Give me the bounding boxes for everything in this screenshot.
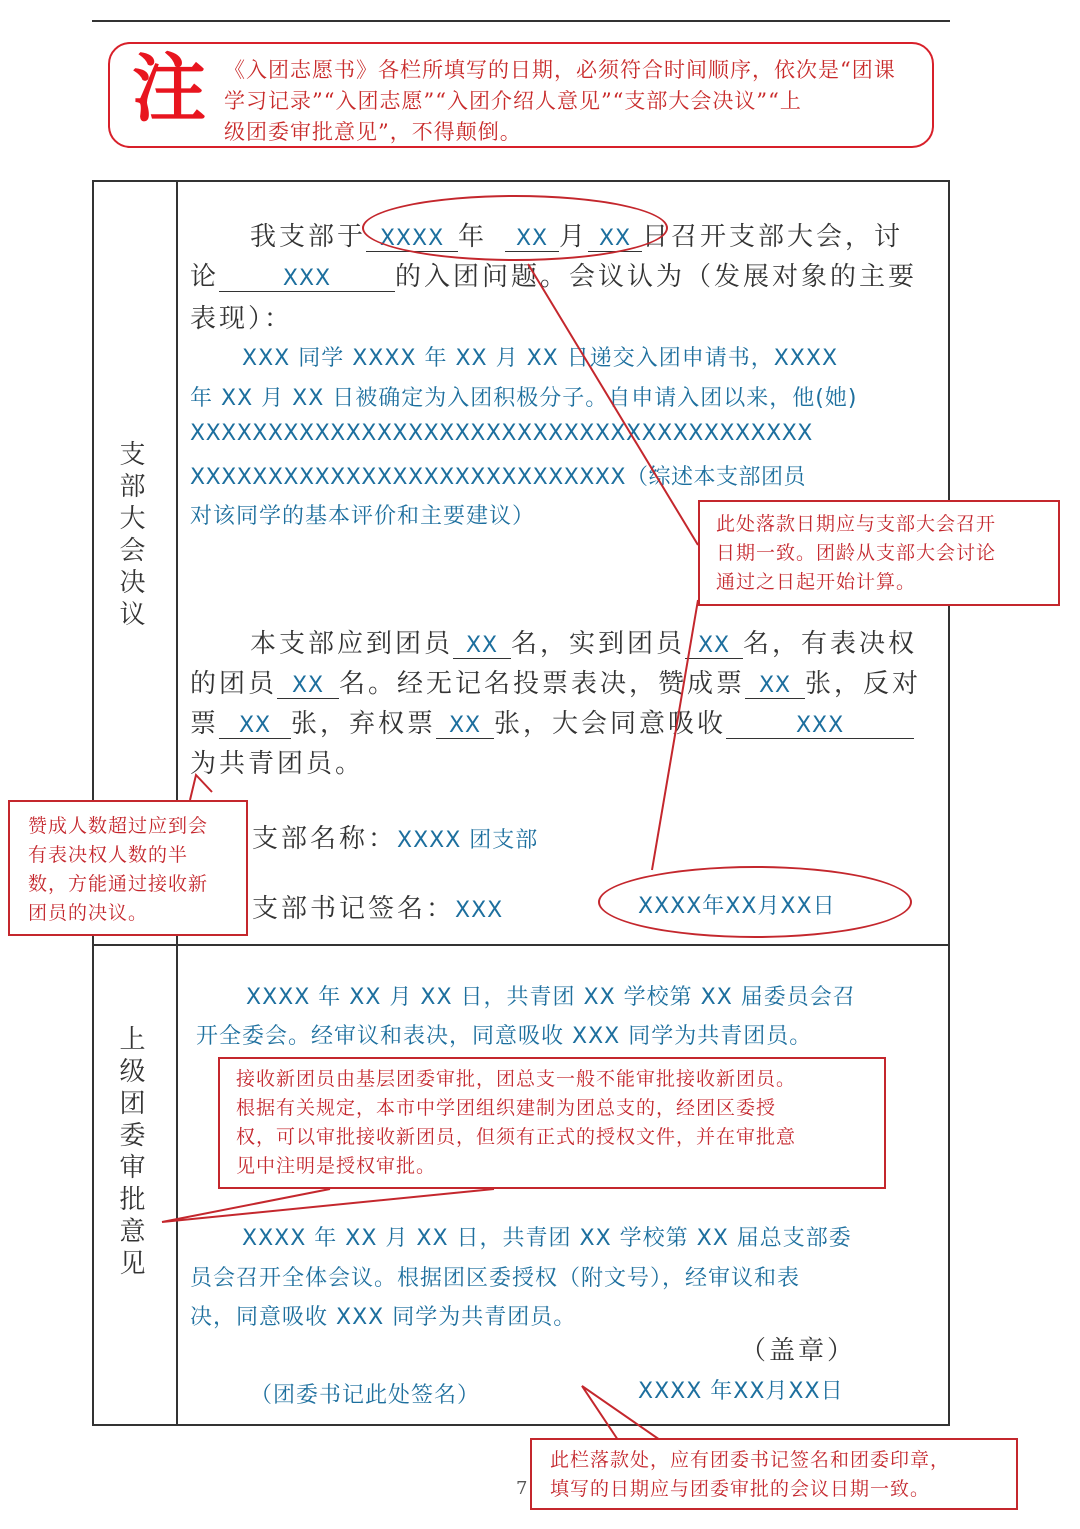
evaluation-line: 对该同学的基本评价和主要建议）	[190, 504, 536, 529]
note-line: 级团委审批意见”，不得颠倒。	[224, 120, 522, 144]
section1-label: 支部大会决议	[115, 440, 145, 632]
text: 我支部于	[250, 222, 367, 252]
callout-line: 根据有关规定，本市中学团组织建制为团总支的，经团区委授	[236, 1097, 777, 1119]
evaluation-line: XXX 同学 XXXX 年 XX 月 XX 日递交入团申请书，XXXX	[242, 346, 839, 371]
date-note-callout	[698, 500, 1060, 606]
page-number: 7	[516, 1478, 528, 1499]
approval-para2-line: XXXX 年 XX 月 XX 日，共青团 XX 学校第 XX 届总支部委	[242, 1226, 852, 1251]
evaluation-line: XXXXXXXXXXXXXXXXXXXXXXXXXXXX（综述本支部团员	[190, 465, 806, 490]
evaluation-line: 年 XX 月 XX 日被确定为入团积极分子。自申请入团以来，他(她)	[190, 386, 858, 411]
callout-line: 接收新团员由基层团委审批，团总支一般不能审批接收新团员。	[236, 1068, 797, 1090]
callout-line: 见中注明是授权审批。	[236, 1155, 437, 1177]
stamp-label: （盖章）	[740, 1336, 857, 1366]
text: 票	[190, 709, 220, 739]
text: 本支部应到团员	[250, 629, 454, 659]
note-line: 《入团志愿书》各栏所填写的日期，必须符合时间顺序，依次是“团课	[224, 58, 896, 82]
meeting-month-field: XX	[505, 226, 559, 252]
text: 张，大会同意吸收	[494, 709, 727, 739]
approval-para2-line: 决，同意吸收 XXX 同学为共青团员。	[190, 1305, 577, 1330]
callout-line: 权，可以审批接收新团员，但须有正式的授权文件，并在审批意	[236, 1126, 797, 1148]
text: 名，实到团员	[511, 629, 686, 659]
callout-line: 此栏落款处，应有团委书记签名和团委印章，	[550, 1449, 951, 1471]
meeting-line-3: 表现）：	[190, 304, 294, 334]
voting-members-field: XX	[277, 673, 339, 699]
callout-line: 填写的日期应与团委审批的会议日期一致。	[550, 1478, 931, 1500]
text: 名，有表决权	[743, 629, 918, 659]
callout-line: 赞成人数超过应到会	[28, 815, 209, 837]
approval-note-callout	[218, 1057, 886, 1189]
text: 名。经无记名投票表决，赞成票	[339, 669, 746, 699]
admitted-name-field: XXX	[726, 713, 914, 739]
vote-note-callout	[8, 800, 248, 936]
votes-against-field: XX	[219, 713, 291, 739]
branch-name-value: XXXX 团支部	[397, 828, 539, 853]
text: 论	[190, 262, 220, 292]
members-present-field: XX	[685, 633, 743, 659]
section2-label: 上级团委审批意见	[115, 1025, 145, 1281]
branch-name-label: 支部名称：	[252, 824, 398, 854]
meeting-year-field: XXXX	[366, 226, 458, 252]
callout-line: 有表决权人数的半	[28, 844, 189, 866]
approval-para2-line: 员会召开全体会议。根据团区委授权（附文号），经审议和表	[190, 1266, 801, 1291]
text: 的团员	[190, 669, 278, 699]
callout-line: 通过之日起开始计算。	[716, 571, 917, 593]
text: 年	[458, 222, 488, 252]
approval-para1-line: 开全委会。经审议和表决，同意吸收 XXX 同学为共青团员。	[196, 1024, 813, 1049]
callout-line: 日期一致。团龄从支部大会讨论	[716, 542, 997, 564]
votes-for-field: XX	[745, 673, 805, 699]
meeting-day-field: XX	[588, 226, 642, 252]
meeting-sign-date: XXXX年XX月XX日	[638, 894, 836, 919]
approval-para1-line: XXXX 年 XX 月 XX 日，共青团 XX 学校第 XX 届委员会召	[246, 985, 856, 1010]
note-badge: 注	[132, 46, 206, 132]
text: 张，弃权票	[291, 709, 437, 739]
text: 月	[559, 222, 589, 252]
callout-line: 数，方能通过接收新	[28, 873, 209, 895]
approval-sign-date: XXXX 年XX月XX日	[638, 1379, 844, 1404]
note-line: 学习记录”“入团志愿”“入团介绍人意见”“支部大会决议”“上	[224, 89, 802, 113]
members-expected-field: XX	[453, 633, 511, 659]
callout-line: 此处落款日期应与支部大会召开	[716, 513, 997, 535]
evaluation-line: XXXXXXXXXXXXXXXXXXXXXXXXXXXXXXXXXXXXXXXX	[190, 421, 813, 446]
text: 张，反对	[805, 669, 922, 699]
secretary-value: XXX	[455, 898, 504, 923]
candidate-name-field: XXX	[219, 266, 395, 292]
text: 的入团问题。会议认为（发展对象的主要	[395, 262, 918, 292]
committee-sign-hint: （团委书记此处签名）	[250, 1383, 481, 1408]
secretary-label: 支部书记签名：	[252, 894, 456, 924]
callout-line: 团员的决议。	[28, 902, 149, 924]
vote-line-4: 为共青团员。	[190, 749, 365, 779]
text: 日召开支部大会，讨	[642, 222, 904, 252]
abstentions-field: XX	[436, 713, 494, 739]
sign-note-callout	[530, 1438, 1018, 1510]
